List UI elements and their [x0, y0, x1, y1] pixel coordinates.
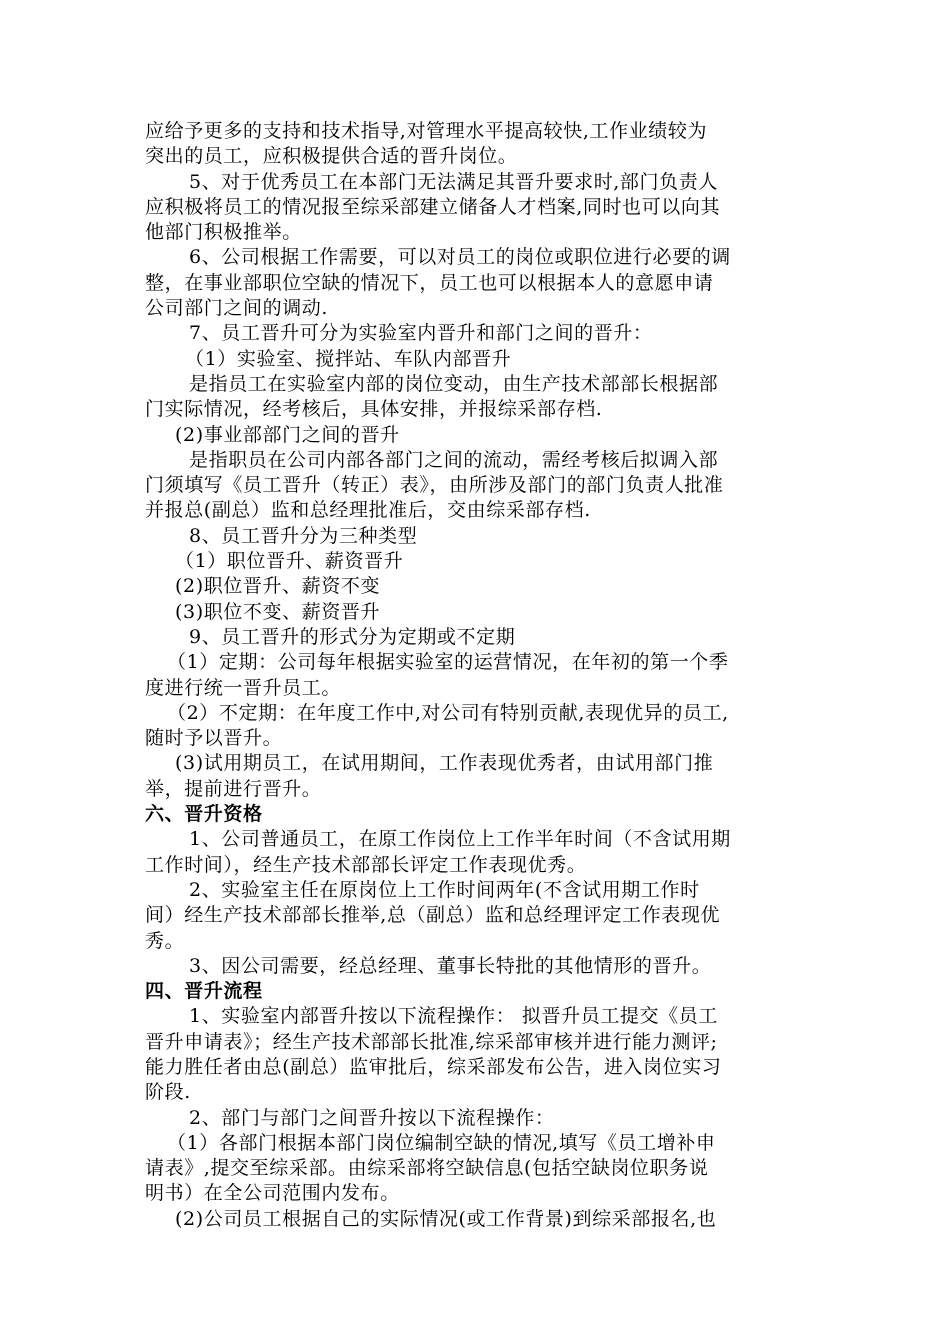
text-line: （1）实验室、搅拌站、车队内部晋升	[185, 347, 512, 370]
text-line: （1）各部门根据本部门岗位编制空缺的情况,填写《员工增补申	[167, 1131, 716, 1154]
text-line: 1、公司普通员工，在原工作岗位上工作半年时间（不含试用期	[189, 828, 731, 851]
text-line: 他部门积极推举。	[145, 221, 302, 244]
text-line: （2）不定期：在年度工作中,对公司有特别贡献,表现优异的员工,	[167, 701, 729, 724]
text-line: (2)公司员工根据自己的实际情况(或工作背景)到综采部报名,也	[175, 1207, 717, 1230]
text-line: 门须填写《员工晋升（转正）表》，由所涉及部门的部门负责人批准	[145, 474, 724, 497]
document-page	[145, 119, 815, 1232]
text-line: 9、员工晋升的形式分为定期或不定期	[189, 625, 516, 648]
text-line: (3)职位不变、薪资晋升	[175, 600, 381, 623]
text-line: 能力胜任者由总(副总）监审批后，综采部发布公告，进入岗位实习	[145, 1055, 722, 1078]
text-line: （1）职位晋升、薪资晋升	[175, 550, 404, 573]
text-line: 突出的员工，应积极提供合适的晋升岗位。	[145, 145, 518, 168]
text-line: 公司部门之间的调动.	[145, 297, 329, 320]
text-line: （1）定期：公司每年根据实验室的运营情况，在年初的第一个季	[167, 651, 729, 674]
text-line: 秀。	[145, 929, 185, 952]
text-line: 1、实验室内部晋升按以下流程操作： 拟晋升员工提交《员工	[189, 1005, 718, 1028]
text-line: 是指员工在实验室内部的岗位变动，由生产技术部部长根据部	[189, 372, 719, 395]
text-line: 整，在事业部职位空缺的情况下，员工也可以根据本人的意愿申请	[145, 271, 714, 294]
section-heading: 六、晋升资格	[145, 803, 263, 826]
text-line: 应给予更多的支持和技术指导,对管理水平提高较快,工作业绩较为	[145, 120, 708, 142]
text-line: 度进行统一晋升员工。	[145, 676, 342, 699]
text-line: 2、实验室主任在原岗位上工作时间两年(不含试用期工作时	[189, 878, 700, 901]
text-line: 7、员工晋升可分为实验室内晋升和部门之间的晋升：	[189, 322, 653, 345]
text-line: 举，提前进行晋升。	[145, 777, 322, 800]
text-line: 5、对于优秀员工在本部门无法满足其晋升要求时,部门负责人	[189, 170, 718, 193]
text-line: (2)事业部部门之间的晋升	[175, 423, 400, 446]
text-line: 并报总(副总）监和总经理批准后，交由综采部存档.	[145, 499, 591, 522]
text-line: 3、因公司需要，经总经理、董事长特批的其他情形的晋升。	[189, 954, 712, 977]
text-line: 晋升申请表》；经生产技术部部长批准,综采部审核并进行能力测评;	[145, 1030, 718, 1053]
text-line: 阶段.	[145, 1081, 191, 1104]
text-line: 2、部门与部门之间晋升按以下流程操作：	[189, 1106, 555, 1129]
text-line: 请表》,提交至综采部。由综采部将空缺信息(包括空缺岗位职务说	[145, 1157, 709, 1180]
text-line: 工作时间），经生产技术部部长评定工作表现优秀。	[145, 853, 587, 876]
text-line: (2)职位晋升、薪资不变	[175, 575, 381, 598]
text-line: 是指职员在公司内部各部门之间的流动，需经考核后拟调入部	[189, 448, 719, 471]
text-line: 间）经生产技术部部长推举,总（副总）监和总经理评定工作表现优	[145, 904, 721, 927]
text-line: 门实际情况，经考核后，具体安排，并报综采部存档.	[145, 398, 603, 421]
text-line: 6、公司根据工作需要，可以对员工的岗位或职位进行必要的调	[189, 246, 731, 269]
text-line: 8、员工晋升分为三种类型	[189, 524, 418, 547]
text-line: (3)试用期员工，在试用期间，工作表现优秀者，由试用部门推	[175, 752, 714, 775]
section-heading: 四、晋升流程	[145, 980, 263, 1003]
text-line: 随时予以晋升。	[145, 727, 283, 750]
text-line: 明书）在全公司范围内发布。	[145, 1182, 400, 1205]
text-line: 应积极将员工的情况报至综采部建立储备人才档案,同时也可以向其	[145, 195, 721, 218]
